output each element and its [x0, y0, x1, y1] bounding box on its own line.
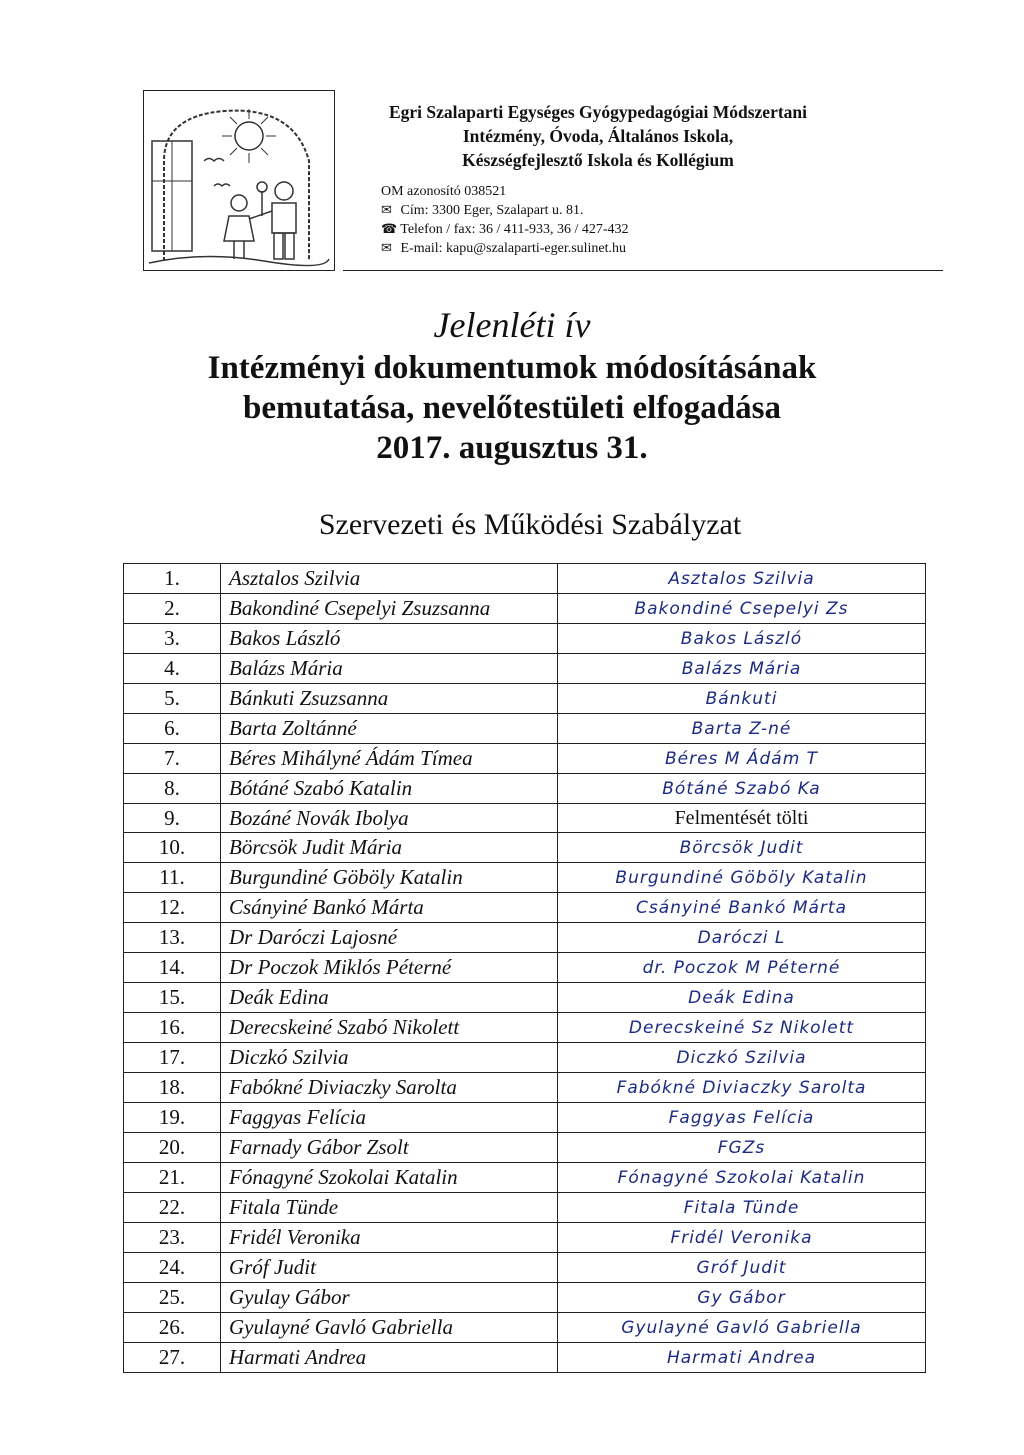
staff-name: Balázs Mária	[221, 654, 558, 684]
row-number: 19.	[124, 1103, 221, 1133]
signature-cell	[558, 714, 926, 744]
row-number: 27.	[124, 1343, 221, 1373]
staff-name: Dr Poczok Miklós Péterné	[221, 953, 558, 983]
signature-cell	[558, 893, 926, 923]
signature-cell	[558, 624, 926, 654]
staff-name: Börcsök Judit Mária	[221, 833, 558, 863]
row-number: 11.	[124, 863, 221, 893]
signature-cell	[558, 953, 926, 983]
table-row	[124, 1193, 926, 1223]
signature-cell	[558, 1133, 926, 1163]
signature-cell	[558, 654, 926, 684]
signature-cell	[558, 1313, 926, 1343]
table-row	[124, 1013, 926, 1043]
contact-info	[381, 183, 629, 258]
email-icon: ✉	[381, 240, 392, 255]
row-number: 8.	[124, 774, 221, 804]
table-row	[124, 923, 926, 953]
handwritten-signature: Bótáné Szabó Ka	[662, 779, 821, 799]
signature-cell	[558, 684, 926, 714]
exemption-note: Felmentését tölti	[674, 807, 809, 829]
staff-name: Fabókné Diviaczky Sarolta	[221, 1073, 558, 1103]
table-row	[124, 833, 926, 863]
row-number: 22.	[124, 1193, 221, 1223]
attendance-table-body	[124, 564, 926, 1373]
school-logo-drawing	[144, 91, 333, 269]
staff-name: Deák Edina	[221, 983, 558, 1013]
row-number: 21.	[124, 1163, 221, 1193]
staff-name: Faggyas Felícia	[221, 1103, 558, 1133]
om-id: OM azonosító 038521	[381, 184, 507, 199]
staff-name: Asztalos Szilvia	[221, 564, 558, 594]
signature-cell	[558, 1253, 926, 1283]
table-row	[124, 953, 926, 983]
table-row	[124, 594, 926, 624]
email-line	[381, 239, 629, 258]
table-row	[124, 1133, 926, 1163]
staff-name: Harmati Andrea	[221, 1343, 558, 1373]
signature-cell	[558, 1043, 926, 1073]
row-number: 3.	[124, 624, 221, 654]
staff-name: Farnady Gábor Zsolt	[221, 1133, 558, 1163]
staff-name: Fridél Veronika	[221, 1223, 558, 1253]
handwritten-signature: Gyulayné Gavló Gabriella	[621, 1318, 862, 1338]
document-title-block	[0, 302, 1024, 468]
row-number: 14.	[124, 953, 221, 983]
signature-cell	[558, 1103, 926, 1133]
table-row	[124, 804, 926, 833]
staff-name: Bakos László	[221, 624, 558, 654]
row-number: 18.	[124, 1073, 221, 1103]
handwritten-signature: Faggyas Felícia	[668, 1108, 815, 1128]
row-number: 6.	[124, 714, 221, 744]
table-row	[124, 1223, 926, 1253]
staff-name: Bakondiné Csepelyi Zsuzsanna	[221, 594, 558, 624]
handwritten-signature: Gróf Judit	[696, 1258, 787, 1278]
table-row	[124, 863, 926, 893]
row-number: 1.	[124, 564, 221, 594]
signature-cell	[558, 833, 926, 863]
handwritten-signature: Fridél Veronika	[670, 1228, 813, 1248]
handwritten-signature: Balázs Mária	[681, 659, 802, 679]
institution-name	[348, 100, 848, 172]
table-row	[124, 654, 926, 684]
table-row	[124, 684, 926, 714]
handwritten-signature: Csányiné Bankó Márta	[635, 898, 847, 918]
telephone-icon: ☎	[381, 221, 398, 236]
institution-name-line-2: Intézmény, Óvoda, Általános Iskola,	[462, 126, 734, 146]
handwritten-signature: Fónagyné Szokolai Katalin	[617, 1168, 866, 1188]
table-row	[124, 1163, 926, 1193]
school-logo	[143, 90, 335, 271]
handwritten-signature: Bakos László	[680, 629, 803, 649]
staff-name: Csányiné Bankó Márta	[221, 893, 558, 923]
signature-cell	[558, 863, 926, 893]
row-number: 5.	[124, 684, 221, 714]
staff-name: Derecskeiné Szabó Nikolett	[221, 1013, 558, 1043]
staff-name: Bótáné Szabó Katalin	[221, 774, 558, 804]
envelope-icon: ✉	[381, 202, 392, 217]
header-divider	[343, 270, 943, 271]
row-number: 7.	[124, 744, 221, 774]
signature-cell	[558, 594, 926, 624]
row-number: 25.	[124, 1283, 221, 1313]
signature-cell	[558, 744, 926, 774]
row-number: 15.	[124, 983, 221, 1013]
table-row	[124, 714, 926, 744]
handwritten-signature: Barta Z-né	[691, 719, 792, 739]
row-number: 9.	[124, 804, 221, 833]
table-row	[124, 1283, 926, 1313]
table-row	[124, 1103, 926, 1133]
staff-name: Bánkuti Zsuzsanna	[221, 684, 558, 714]
handwritten-signature: Asztalos Szilvia	[668, 569, 815, 589]
signature-cell	[558, 1073, 926, 1103]
signature-cell	[558, 804, 926, 833]
signature-cell	[558, 1283, 926, 1313]
table-row	[124, 624, 926, 654]
signature-cell	[558, 1193, 926, 1223]
signature-cell	[558, 564, 926, 594]
row-number: 4.	[124, 654, 221, 684]
handwritten-signature: Béres M Ádám T	[664, 749, 819, 769]
staff-name: Béres Mihályné Ádám Tímea	[221, 744, 558, 774]
document-subtitle-line-2: bemutatása, nevelőtestületi elfogadása	[242, 390, 782, 426]
staff-name: Bozáné Novák Ibolya	[221, 804, 558, 833]
table-row	[124, 983, 926, 1013]
staff-name: Gyulay Gábor	[221, 1283, 558, 1313]
handwritten-signature: Börcsök Judit	[679, 838, 804, 858]
staff-name: Burgundiné Göböly Katalin	[221, 863, 558, 893]
row-number: 12.	[124, 893, 221, 923]
handwritten-signature: Fitala Tünde	[683, 1198, 800, 1218]
table-row	[124, 774, 926, 804]
row-number: 24.	[124, 1253, 221, 1283]
handwritten-signature: Deák Edina	[688, 988, 795, 1008]
signature-cell	[558, 1013, 926, 1043]
signature-cell	[558, 923, 926, 953]
institution-name-line-1: Egri Szalaparti Egységes Gyógypedagógiai Módszertani	[388, 102, 808, 122]
staff-name: Dr Daróczi Lajosné	[221, 923, 558, 953]
row-number: 2.	[124, 594, 221, 624]
phone-text: Telefon / fax: 36 / 411-933, 36 / 427-432	[400, 222, 629, 237]
handwritten-signature: FGZs	[717, 1138, 766, 1158]
staff-name: Diczkó Szilvia	[221, 1043, 558, 1073]
section-title: Szervezeti és Működési Szabályzat	[318, 508, 742, 541]
handwritten-signature: Diczkó Szilvia	[676, 1048, 807, 1068]
staff-name: Gróf Judit	[221, 1253, 558, 1283]
handwritten-signature: Burgundiné Göböly Katalin	[615, 868, 868, 888]
staff-name: Gyulayné Gavló Gabriella	[221, 1313, 558, 1343]
handwritten-signature: Daróczi L	[697, 928, 786, 948]
address-text: Cím: 3300 Eger, Szalapart u. 81.	[400, 203, 584, 218]
handwritten-signature: Harmati Andrea	[666, 1348, 817, 1368]
signature-cell	[558, 774, 926, 804]
staff-name: Fónagyné Szokolai Katalin	[221, 1163, 558, 1193]
row-number: 20.	[124, 1133, 221, 1163]
row-number: 23.	[124, 1223, 221, 1253]
table-row	[124, 1313, 926, 1343]
staff-name: Fitala Tünde	[221, 1193, 558, 1223]
document-title: Jelenléti ív	[433, 305, 591, 345]
signature-cell	[558, 1343, 926, 1373]
row-number: 13.	[124, 923, 221, 953]
row-number: 10.	[124, 833, 221, 863]
institution-name-line-3: Készségfejlesztő Iskola és Kollégium	[462, 150, 734, 170]
handwritten-signature: Fabókné Diviaczky Sarolta	[616, 1078, 867, 1098]
handwritten-signature: dr. Poczok M Péterné	[642, 958, 841, 978]
handwritten-signature: Gy Gábor	[697, 1288, 786, 1308]
table-row	[124, 893, 926, 923]
email-text: E-mail: kapu@szalaparti-eger.sulinet.hu	[400, 241, 627, 256]
signature-cell	[558, 983, 926, 1013]
address-line	[381, 201, 629, 220]
handwritten-signature: Bánkuti	[705, 689, 778, 709]
table-row	[124, 1253, 926, 1283]
table-row	[124, 744, 926, 774]
row-number: 17.	[124, 1043, 221, 1073]
handwritten-signature: Bakondiné Csepelyi Zs	[634, 599, 849, 619]
attendance-table	[123, 563, 926, 1373]
table-row	[124, 1343, 926, 1373]
staff-name: Barta Zoltánné	[221, 714, 558, 744]
signature-cell	[558, 1223, 926, 1253]
row-number: 26.	[124, 1313, 221, 1343]
table-row	[124, 1073, 926, 1103]
signature-cell	[558, 1163, 926, 1193]
handwritten-signature: Derecskeiné Sz Nikolett	[628, 1018, 855, 1038]
row-number: 16.	[124, 1013, 221, 1043]
phone-line	[381, 220, 629, 239]
table-row	[124, 564, 926, 594]
document-subtitle-line-1: Intézményi dokumentumok módosításának	[207, 350, 817, 386]
document-date: 2017. augusztus 31.	[376, 430, 648, 466]
table-row	[124, 1043, 926, 1073]
